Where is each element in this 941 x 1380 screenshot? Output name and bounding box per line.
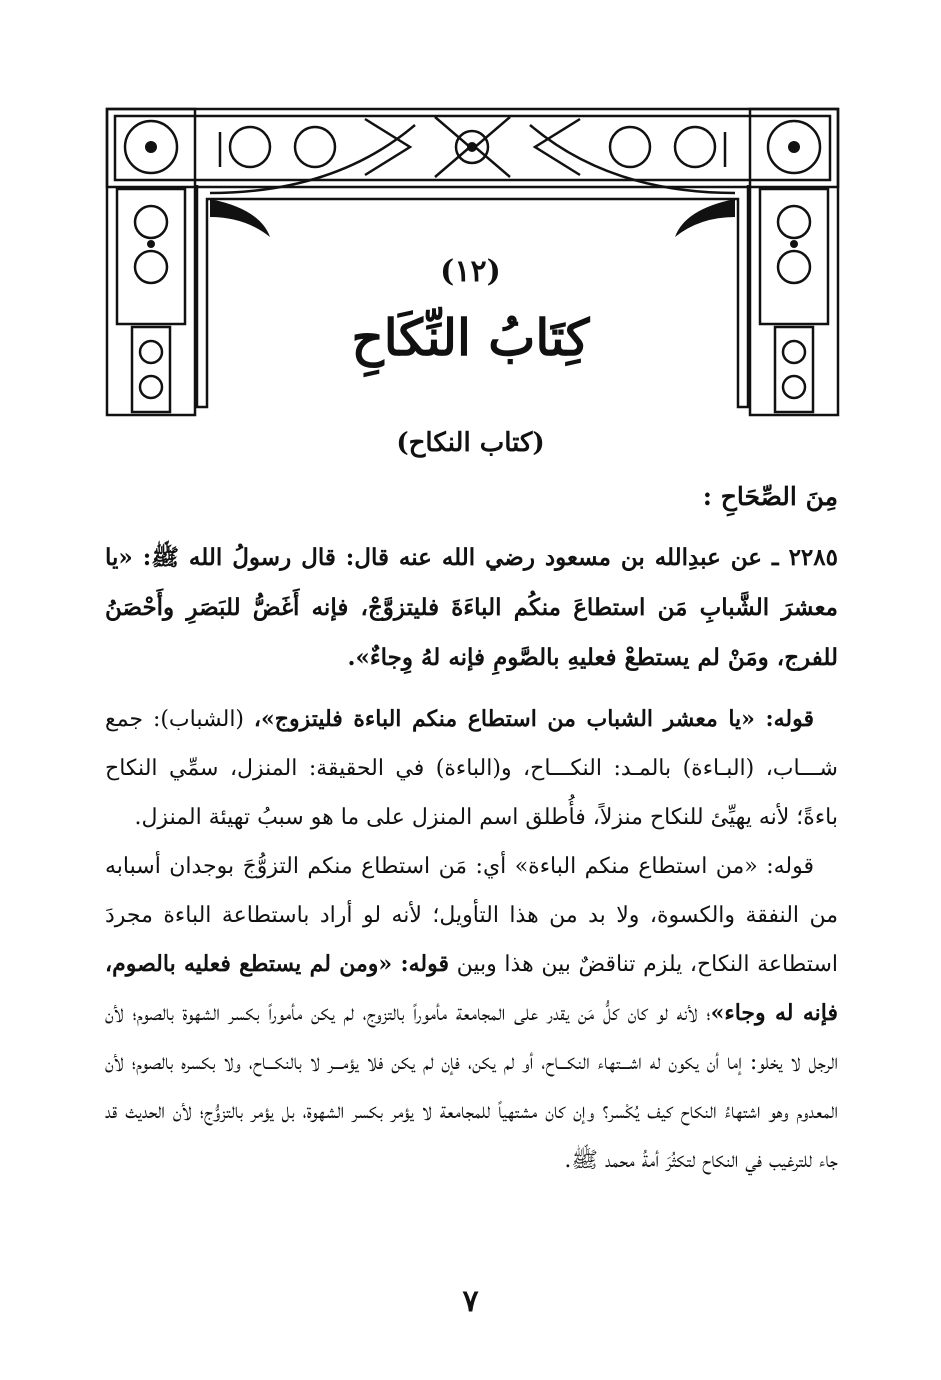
commentary-lead: قوله: «من استطاع منكم الباءة» — [514, 854, 814, 879]
chapter-subtitle: (كتاب النكاح) — [396, 428, 545, 458]
page-number: ٧ — [462, 1284, 479, 1319]
chapter-title: كِتَابُ النِّكَاحِ — [351, 308, 590, 367]
chapter-number: (١٢) — [440, 254, 501, 289]
commentary-text: (الشباب): جمع شـــاب، (البـاءة) بالمـد: النكـــاح، و(الباءة) في الحقيقة: المنزل، سمِّي النكاح باءةً؛ لأنه يهيِّئ للنكاح منزلاً، فأُطلق اسم المنزل على ما هو سببُ تهيئة المنزل. — [105, 707, 838, 830]
commentary-quote: قوله: «ومن لم يستطع فعليه بالصوم، فإنه له وجاء» — [105, 951, 838, 1026]
commentary-lead: قوله: «يا معشر الشباب من استطاع منكم الباءة فليتزوج»، — [253, 706, 814, 732]
commentary-paragraph-2 — [105, 842, 838, 1185]
commentary-paragraph-1 — [105, 695, 838, 842]
hadith-text: ٢٢٨٥ ـ عن عبدِالله بن مسعود رضي الله عنه قال: قال رسولُ الله ﷺ: «يا معشرَ الشَّبابِ مَن استطاعَ منكُم الباءَةَ فليتزوَّجْ، فإنه أَغَضُّ للبَصَرِ وأَحْصَنُ للفرج، ومَنْ لم يستطعْ فعليهِ بالصَّومِ فإنه لهُ وِجاءٌ». — [105, 544, 838, 671]
page-body — [105, 472, 838, 1185]
section-label: مِنَ الصِّحَاحِ : — [702, 482, 838, 511]
commentary-text-continued: ؛ لأنه لو كان كلُّ مَن يقدر على المجامعة مأموراً بالتزوج، لم يكن مأموراً بكسر الشهوة بالصوم؛ لأن الرجل لا يخلو: إما أن يكون له اشـــتهاء النكـــاح، أو لم يكن، فإن لم يكن فلا يؤمـــر لا بالنكـــاح، ولا بكسره بالصوم؛ لأن المعدوم وهو اشتهاءُ النكاح كيف يُكْسر؟ وإن كان مشتهياً للمجامعة لا يؤمر بكسر الشهوة، بل يؤمر بالتزوُّج؛ لأن الحديث قد جاء للترغيب في النكاح لتكثُرَ أمةُ محمد ﷺ. — [105, 1001, 838, 1173]
commentary-text: أي: مَن استطاع منكم التزوُّجَ بوجدان أسبابه من النفقة والكسوة، ولا بد من هذا التأويل؛ لأنه لو أراد باستطاعة الباءة مجردَ استطاعة النكاح، يلزم تناقضٌ بين هذا وبين — [105, 854, 838, 977]
